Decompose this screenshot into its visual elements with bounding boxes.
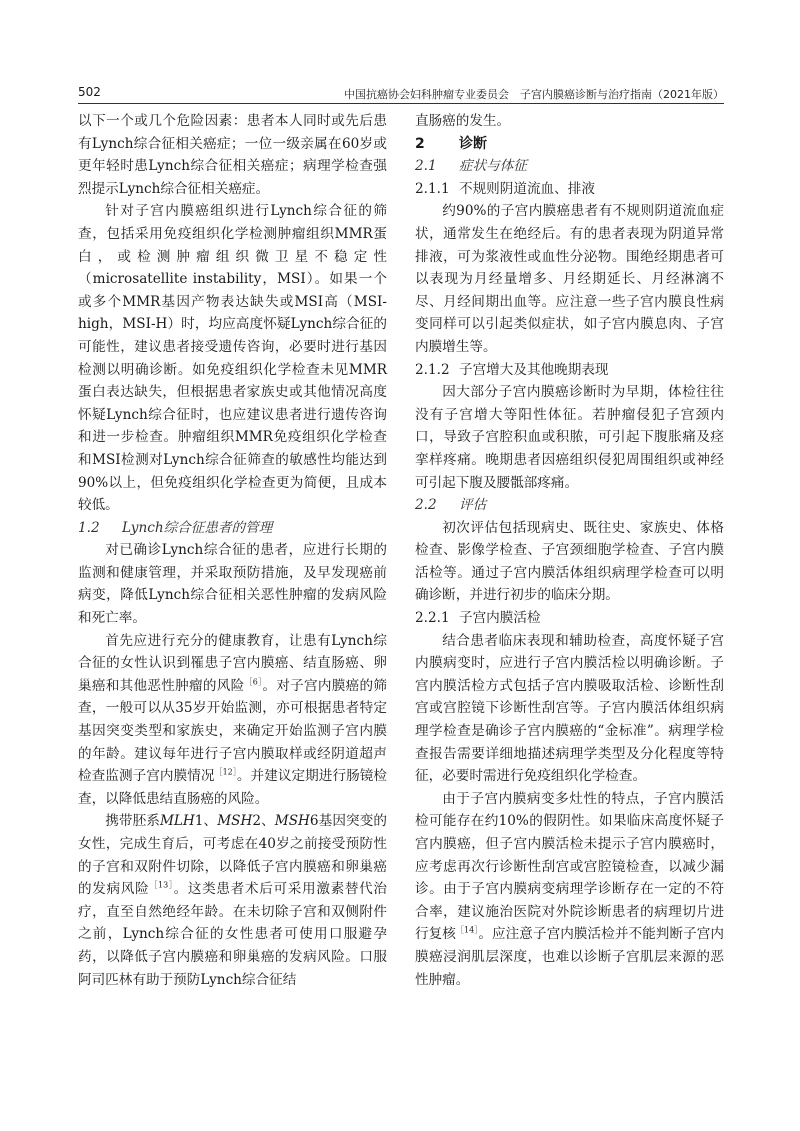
section-heading-2: 2 诊断 <box>415 135 487 152</box>
section-heading-2-1-2: 2.1.2 子宫增大及其他晚期表现 <box>415 361 609 378</box>
paragraph: 对已确诊Lynch综合征的患者，应进行长期的监测和健康管理，并采取预防措施，及早发现癌前病变，降低Lynch综合征相关恶性肿瘤的发病风险和死亡率。 <box>78 542 387 627</box>
citation-12[interactable]: ［12］ <box>214 767 237 777</box>
citation-14[interactable]: ［14］ <box>455 925 479 935</box>
paragraph: 以下一个或几个危险因素：患者本人同时或先后患有Lynch综合征相关癌症；一位一级亲属在60岁或更年轻时患Lynch综合征相关癌症；病理学检查强烈提示Lynch综合征相关癌症。 <box>78 113 387 197</box>
paragraph: 首先应进行充分的健康教育，让患有Lynch综合征的女性认识到罹患子宫内膜癌、结直肠癌、卵巢癌和其他恶性肿瘤的风险$^{[6]}$。对子宫内膜癌的筛查，一般可以从35岁开始监测，亦可根据患者特定基因突变类型和家族史，来确定开始监测子宫内膜的年龄。建议每年进行子宫内膜取样或经阴道超声检查监测子宫内膜情况$^{[12]}$。并建议定期进行肠镜检查，以降低患结直肠癌的风险。 <box>78 632 388 807</box>
paragraph: 直肠癌的发生。 <box>415 113 511 129</box>
paragraph: 结合患者临床表现和辅助检查，高度怀疑子宫内膜病变时，应进行子宫内膜活检以明确诊断。子宫内膜活检方式包括子宫内膜吸取活检、诊断性刮宫或宫腔镜下诊断性刮宫等。子宫内膜活体组织病理学检查是确诊子宫内膜癌的“金标准”。病理学检查报告需要详细地描述病理学类型及分化程度等特征，必要时需进行免疫组织化学检查。 <box>415 632 724 785</box>
running-header <box>78 83 724 104</box>
paragraph: 针对子宫内膜癌组织进行Lynch综合征的筛查，包括采用免疫组织化学检测肿瘤组织MMR蛋白，或检测肿瘤组织微卫星不稳定性（microsatellite instability，MSI）。如果一个或多个MMR基因产物表达缺失或MSI高（MSI-high，MSI-H）时，均应高度怀疑Lynch综合征的可能性，建议患者接受遗传咨询，必要时进行基因检测以明确诊断。如免疫组织化学检查未见MMR蛋白表达缺失，但根据患者家族史或其他情况高度怀疑Lynch综合征时，也应建议患者进行遗传咨询和进一步检查。肿瘤组织MMR免疫组织化学检查和MSI检测对Lynch综合征筛查的敏感性均能达到90%以上，但免疫组织化学检查更为简便，且成本较低。 <box>78 203 387 514</box>
paragraph: 约90%的子宫内膜癌患者有不规则阴道流血症状，通常发生在绝经后。有的患者表现为阴道异常排液，可为浆液性或血性分泌物。围绝经期患者可以表现为月经量增多、月经期延长、月经淋漓不尽、月经间期出血等。应注意一些子宫内膜良性病变同样可以引起类似症状，如子宫内膜息肉、子宫内膜增生等。 <box>415 203 724 355</box>
section-heading-2-1: 2.1 症状与体征 <box>415 158 527 175</box>
citation-6[interactable]: ［6］ <box>244 677 263 687</box>
paragraph: 因大部分子宫内膜癌诊断时为早期，体检往往没有子宫增大等阳性体征。若肿瘤侵犯子宫颈内口，导致子宫腔积血或积脓，可引起下腹胀痛及痉挛样疼痛。晚期患者因癌组织侵犯周围组织或神经可引起下腹及腰骶部疼痛。 <box>415 384 724 491</box>
section-heading-2-1-1: 2.1.1 不规则阴道流血、排液 <box>415 180 595 197</box>
paragraph: 初次评估包括现病史、既往史、家族史、体格检查、影像学检查、子宫颈细胞学检查、子宫内膜活检等。通过子宫内膜活体组织病理学检查可以明确诊断，并进行初步的临床分期。 <box>415 519 724 604</box>
journal-title: 中国抗癌协会妇科肿瘤专业委员会 子宫内膜癌诊断与治疗指南（2021年版） <box>344 88 724 101</box>
section-heading-2-2-1: 2.2.1 子宫内膜活检 <box>415 610 541 627</box>
section-heading-2-2: 2.2 评估 <box>415 497 487 514</box>
paragraph: 由于子宫内膜病变多灶性的特点，子宫内膜活检可能存在约10%的假阴性。如果临床高度怀疑子宫内膜癌，但子宫内膜活检未提示子宫内膜癌时，应考虑再次行诊断性刮宫或宫腔镜检查，以减少漏诊。由于子宫内膜病变病理学诊断存在一定的不符合率，建议施治医院对外院诊断患者的病理切片进行复核$^{[14]}$。应注意子宫内膜活检并不能判断子宫内膜癌浸润肌层深度，也难以诊断子宫肌层来源的恶性肿瘤。 <box>415 790 725 988</box>
section-heading-1-2: 1.2 Lynch综合征患者的管理 <box>78 519 273 536</box>
citation-13[interactable]: ［13］ <box>149 880 174 890</box>
paragraph: 携带胚系MLH1、MSH2、MSH6基因突变的女性，完成生育后，可考虑在40岁之前接受预防性的子宫和双附件切除，以降低子宫内膜癌和卵巢癌的发病风险$^{[13]}$。这类患者术后可采用激素替代治疗，直至自然绝经年龄。在未切除子宫和双侧附件之前，Lynch综合征的女性患者可使用口服避孕药，以降低子宫内膜癌和卵巢癌的发病风险。口服阿司匹林有助于预防Lynch综合征结 <box>78 813 388 988</box>
right-column <box>415 110 724 991</box>
page-number: 502 <box>78 85 101 99</box>
left-column <box>78 110 387 991</box>
